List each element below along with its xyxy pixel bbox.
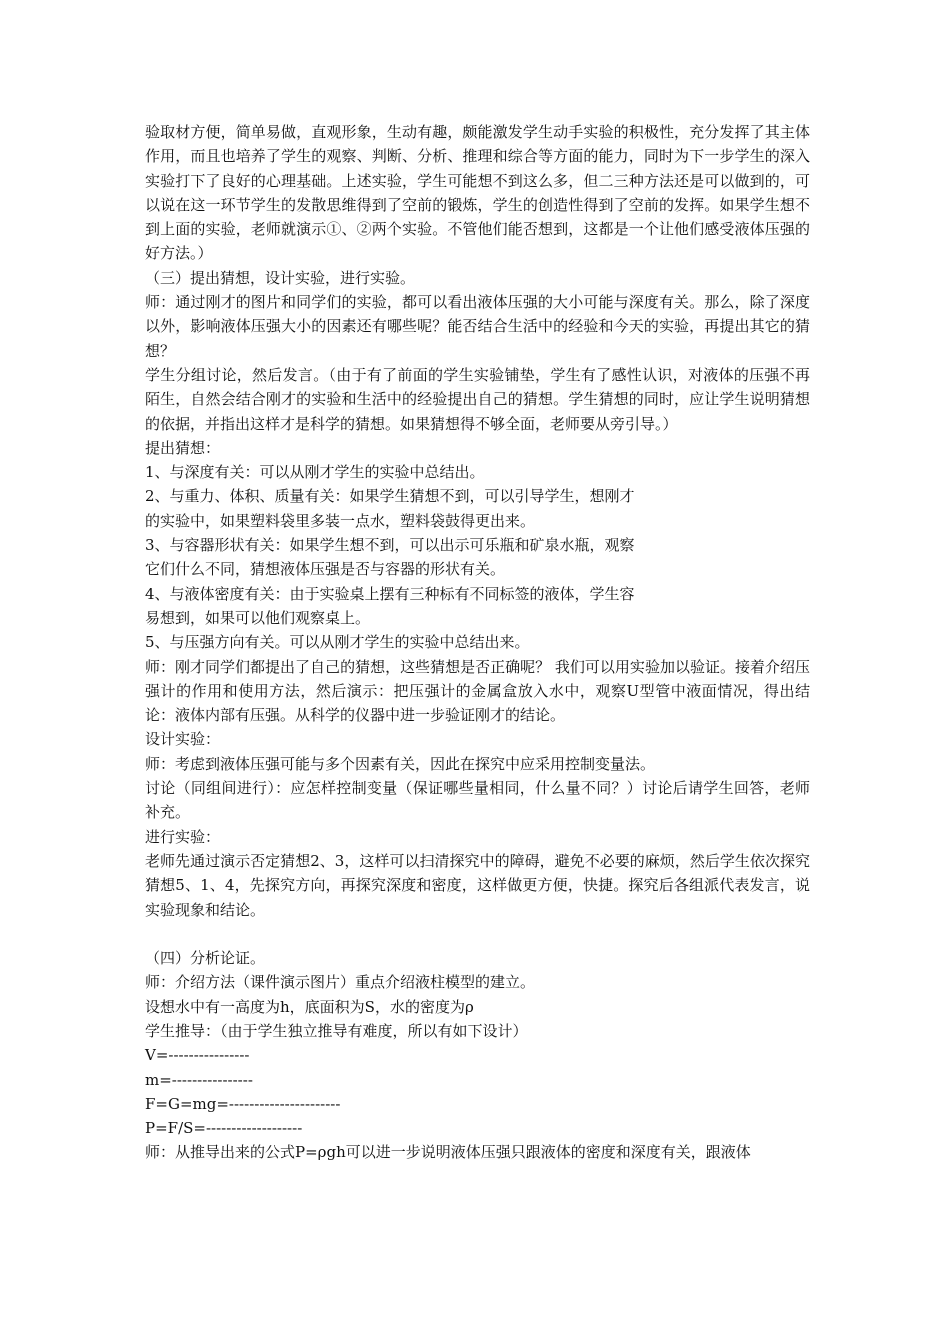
paragraph-experiment-procedure: 老师先通过演示否定猜想2、3，这样可以扫清探究中的障碍，避免不必要的麻烦，然后学生依次探究猜想5、1、4，先探究方向，再探究深度和密度，这样做更方便，快捷。探究后各组派代表发言，说实验现象和结论。 (145, 851, 810, 919)
section-heading-4: （四）分析论证。 (145, 949, 266, 968)
formula-volume: V=---------------- (145, 1046, 250, 1065)
hypothesis-3-line-2: 它们什么不同，猜想液体压强是否与容器的形状有关。 (145, 560, 506, 579)
label-propose-hypothesis: 提出猜想： (145, 438, 221, 457)
hypothesis-1: 1、与深度有关：可以从刚才学生的实验中总结出。 (145, 463, 485, 482)
paragraph-teacher-question: 师：通过刚才的图片和同学们的实验，都可以看出液体压强的大小可能与深度有关。那么，除了深度以外，影响液体压强大小的因素还有哪些呢？能否结合生活中的经验和今天的实验，再提出其它的猜想？ (145, 293, 810, 360)
paragraph-conclusion: 师：从推导出来的公式P=ρgh可以进一步说明液体压强只跟液体的密度和深度有关，跟液体 (145, 1143, 751, 1162)
blank-line (145, 922, 810, 946)
paragraph-pressure-gauge-demo: 师：刚才同学们都提出了自己的猜想，这些猜想是否正确呢？ 我们可以用实验加以验证。接着介绍压强计的作用和使用方法，然后演示：把压强计的金属盒放入水中，观察U型管中液面情况，得出结论：液体内部有压强。从科学的仪器中进一步验证刚才的结论。 (145, 657, 810, 725)
paragraph-discussion: 讨论（同组间进行）：应怎样控制变量（保证哪些量相同，什么量不同？）讨论后请学生回答，老师补充。 (145, 779, 810, 822)
paragraph-experiment-summary: 验取材方便，简单易做，直观形象，生动有趣，颇能激发学生动手实验的积极性，充分发挥了其主体作用，而且也培养了学生的观察、判断、分析、推理和综合等方面的能力，同时为下一步学生的深入实验打下了良好的心理基础。上述实验，学生可能想不到这么多，但二三种方法还是可以做到的，可以说在这一环节学生的发散思维得到了空前的锻炼，学生的创造性得到了空前的发挥。如果学生想不到上面的实验，老师就演示①、②两个实验。不管他们能否想到，这都是一个让他们感受液体压强的好方法。） (145, 123, 810, 263)
paragraph-assumption: 设想水中有一高度为h，底面积为S，水的密度为ρ (145, 997, 474, 1016)
document-page (145, 120, 810, 1165)
hypothesis-5: 5、与压强方向有关。可以从刚才学生的实验中总结出来。 (145, 633, 530, 652)
hypothesis-4-line-1: 4、与液体密度有关：由于实验桌上摆有三种标有不同标签的液体，学生容 (145, 584, 635, 603)
label-conduct-experiment: 进行实验： (145, 827, 221, 846)
hypothesis-3-line-1: 3、与容器形状有关：如果学生想不到，可以出示可乐瓶和矿泉水瓶，观察 (145, 536, 635, 555)
hypothesis-4-line-2: 易想到，如果可以他们观察桌上。 (145, 608, 371, 627)
paragraph-liquid-column-model: 师：介绍方法（课件演示图片）重点介绍液柱模型的建立。 (145, 973, 536, 992)
paragraph-control-variable: 师：考虑到液体压强可能与多个因素有关，因此在探究中应采用控制变量法。 (145, 754, 656, 773)
formula-force: F=G=mg=---------------------- (145, 1094, 341, 1113)
section-heading-3: （三）提出猜想，设计实验，进行实验。 (145, 268, 416, 287)
paragraph-group-discussion: 学生分组讨论，然后发言。（由于有了前面的学生实验铺垫，学生有了感性认识，对液体的压强不再陌生，自然会结合刚才的实验和生活中的经验提出自己的猜想。学生猜想的同时，应让学生说明猜想的依据，并指出这样才是科学的猜想。如果猜想得不够全面，老师要从旁引导。） (145, 365, 810, 433)
hypothesis-2-line-1: 2、与重力、体积、质量有关：如果学生猜想不到，可以引导学生，想刚才 (145, 487, 635, 506)
label-design-experiment: 设计实验： (145, 730, 221, 749)
paragraph-student-derivation: 学生推导：（由于学生独立推导有难度，所以有如下设计） (145, 1021, 528, 1040)
formula-mass: m=---------------- (145, 1070, 253, 1089)
hypothesis-2-line-2: 的实验中，如果塑料袋里多装一点水，塑料袋鼓得更出来。 (145, 511, 536, 530)
formula-pressure: P=F/S=------------------- (145, 1119, 303, 1138)
